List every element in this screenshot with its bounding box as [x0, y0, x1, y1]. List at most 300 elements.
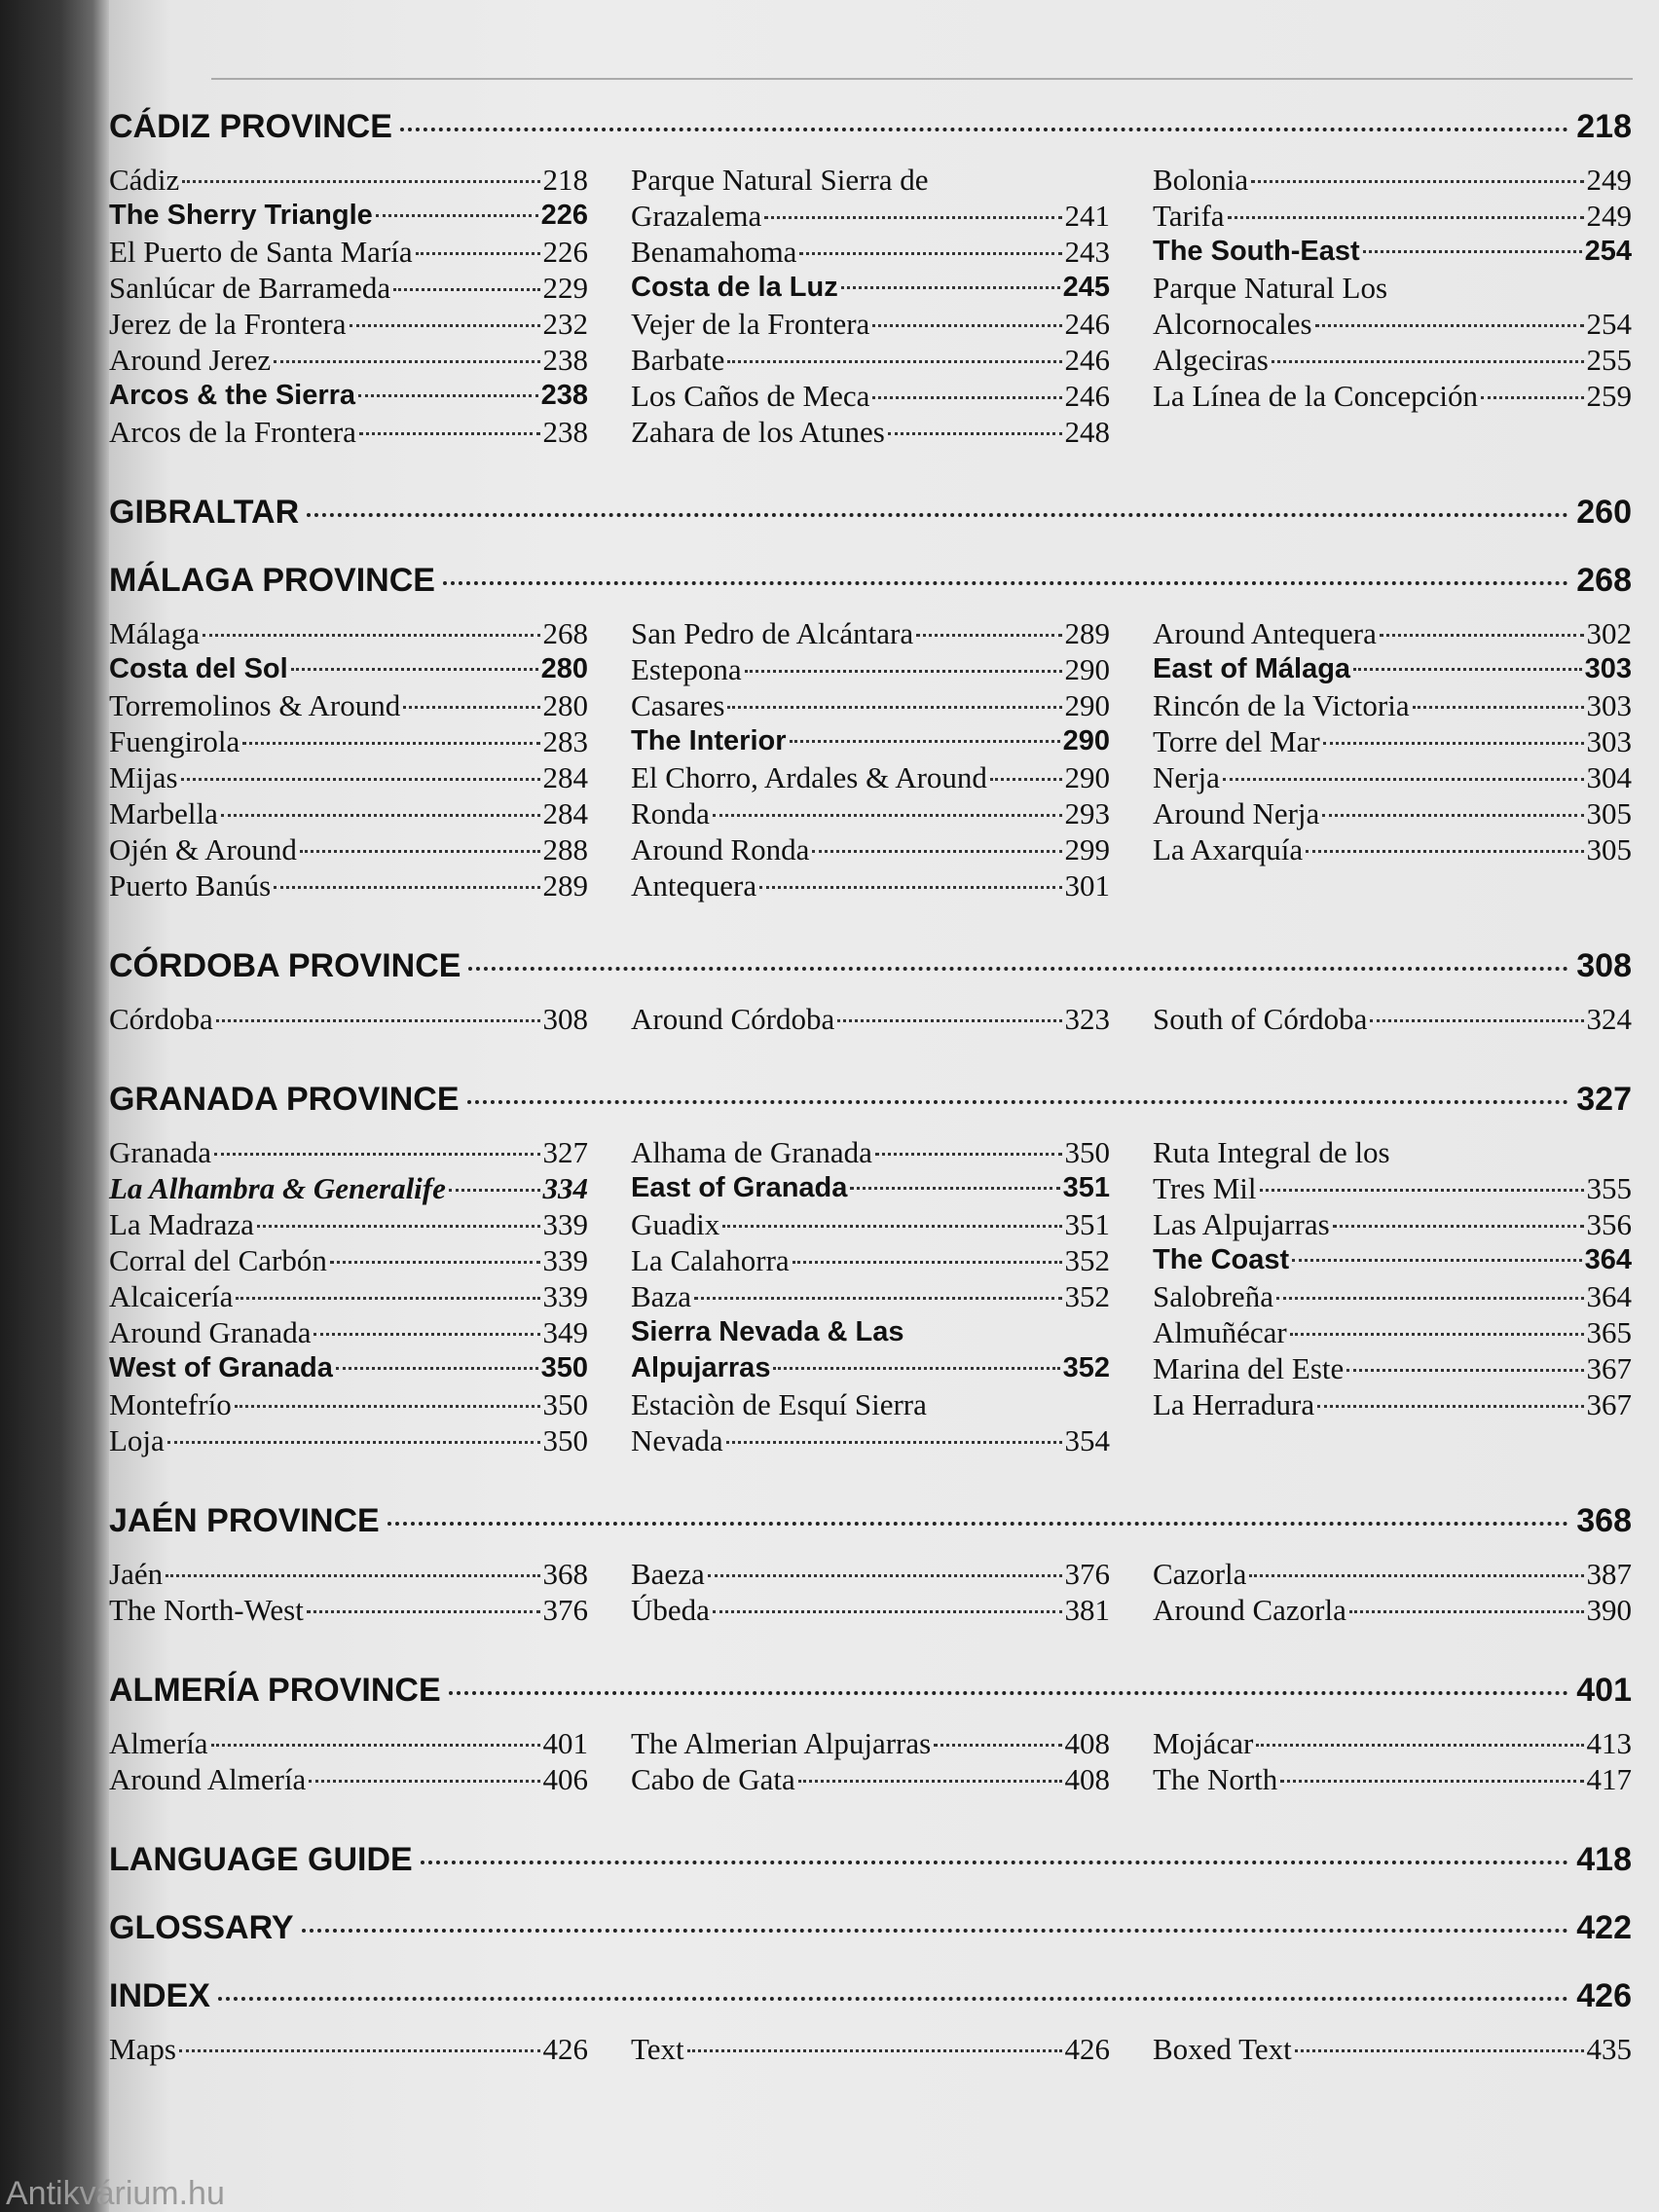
- dot-leader: [790, 740, 1060, 743]
- toc-entry[interactable]: [109, 759, 588, 795]
- dot-leader: [850, 1187, 1059, 1190]
- entry-title: Ruta Integral de los: [1153, 1135, 1390, 1169]
- dot-leader: [837, 1019, 1061, 1022]
- entry-title: South of Córdoba: [1153, 1002, 1368, 1036]
- table-of-contents: [109, 105, 1632, 2067]
- toc-entry[interactable]: [631, 1206, 1110, 1242]
- toc-entry[interactable]: [631, 867, 1110, 903]
- dot-leader: [713, 1610, 1062, 1613]
- dot-leader: [888, 432, 1062, 435]
- toc-entry[interactable]: [109, 723, 588, 759]
- entry-title: Around Antequera: [1153, 616, 1377, 650]
- toc-entry[interactable]: [1153, 651, 1632, 687]
- entry-page-number: 356: [1586, 1207, 1632, 1241]
- dot-leader: [257, 1225, 540, 1228]
- entry-page-number: 293: [1064, 796, 1110, 830]
- entry-title: Baza: [631, 1279, 691, 1313]
- dot-leader: [307, 513, 1568, 517]
- toc-entry[interactable]: [631, 1556, 1110, 1592]
- section-heading[interactable]: [109, 1499, 1632, 1542]
- entry-page-number: 305: [1586, 796, 1632, 830]
- entry-page-number: 324: [1586, 1002, 1632, 1036]
- entry-title: Parque Natural Sierra de: [631, 163, 929, 197]
- toc-entry[interactable]: [109, 1592, 588, 1628]
- dot-leader: [274, 360, 539, 363]
- toc-entry[interactable]: [1153, 831, 1632, 867]
- toc-entry[interactable]: [109, 162, 588, 198]
- toc-entry[interactable]: [631, 1314, 1110, 1350]
- entry-columns: [109, 1134, 1632, 1458]
- toc-entry[interactable]: [631, 1278, 1110, 1314]
- toc-entry[interactable]: [1153, 1206, 1632, 1242]
- toc-entry[interactable]: [1153, 1001, 1632, 1037]
- entry-title: Granada: [109, 1135, 211, 1169]
- dot-leader: [812, 850, 1061, 853]
- toc-entry[interactable]: [1153, 306, 1632, 342]
- entry-title: Jaén: [109, 1557, 164, 1591]
- entry-title: Tarifa: [1153, 199, 1225, 233]
- dot-leader: [274, 886, 539, 889]
- entry-column: [1153, 1001, 1632, 1037]
- toc-entry[interactable]: [631, 1242, 1110, 1278]
- entry-page-number: 367: [1586, 1387, 1632, 1421]
- dot-leader: [1306, 850, 1583, 853]
- toc-entry[interactable]: [109, 1170, 588, 1206]
- toc-entry[interactable]: [1153, 615, 1632, 651]
- section-page-number: 308: [1576, 947, 1632, 984]
- entry-column: [1153, 1556, 1632, 1628]
- toc-entry[interactable]: [1153, 1350, 1632, 1386]
- entry-page-number: 290: [1064, 760, 1110, 794]
- entry-page-number: 368: [542, 1557, 588, 1591]
- entry-page-number: 305: [1586, 832, 1632, 866]
- toc-entry[interactable]: [1153, 198, 1632, 234]
- entry-title: Arcos & the Sierra: [109, 380, 356, 411]
- entry-page-number: 381: [1064, 1593, 1110, 1627]
- section-heading[interactable]: [109, 491, 1632, 534]
- toc-entry[interactable]: [631, 1422, 1110, 1458]
- entry-title: Ronda: [631, 796, 710, 830]
- toc-entry[interactable]: [631, 1592, 1110, 1628]
- entry-title: The Interior: [631, 725, 787, 756]
- dot-leader: [403, 706, 539, 709]
- toc-entry[interactable]: [631, 651, 1110, 687]
- entry-title: Parque Natural Los: [1153, 271, 1388, 305]
- toc-entry[interactable]: [631, 306, 1110, 342]
- section-page-number: 422: [1576, 1909, 1632, 1946]
- entry-title: The Coast: [1153, 1244, 1290, 1275]
- dot-leader: [1251, 180, 1583, 183]
- toc-entry[interactable]: [631, 687, 1110, 723]
- entry-title: Jerez de la Frontera: [109, 307, 347, 341]
- entry-page-number: 246: [1064, 343, 1110, 377]
- entry-title: Nevada: [631, 1423, 723, 1457]
- entry-columns: [109, 1725, 1632, 1797]
- toc-entry[interactable]: [1153, 1314, 1632, 1350]
- entry-title: Córdoba: [109, 1002, 213, 1036]
- toc-entry[interactable]: [109, 867, 588, 903]
- entry-title: Sierra Nevada & Las: [631, 1316, 904, 1347]
- entry-page-number: 290: [1064, 688, 1110, 722]
- toc-entry[interactable]: [631, 1170, 1110, 1206]
- entry-page-number: 259: [1586, 379, 1632, 413]
- entry-title: Maps: [109, 2032, 176, 2066]
- entry-title: Los Caños de Meca: [631, 379, 870, 413]
- entry-title: Corral del Carbón: [109, 1243, 327, 1277]
- entry-title: Around Ronda: [631, 832, 810, 866]
- section-title: ALMERÍA PROVINCE: [109, 1672, 441, 1709]
- toc-entry[interactable]: [1153, 1170, 1632, 1206]
- section-heading[interactable]: [109, 105, 1632, 148]
- toc-entry[interactable]: [109, 1422, 588, 1458]
- entry-page-number: 226: [540, 200, 588, 231]
- entry-column: [1153, 2031, 1632, 2067]
- entry-title: The North: [1153, 1762, 1278, 1796]
- dot-leader: [468, 967, 1568, 971]
- entry-page-number: 289: [1064, 616, 1110, 650]
- dot-leader: [400, 128, 1568, 131]
- toc-entry[interactable]: [109, 1242, 588, 1278]
- entry-columns: [109, 2031, 1632, 2067]
- toc-entry[interactable]: [631, 162, 1110, 198]
- toc-entry[interactable]: [109, 1134, 588, 1170]
- entry-title: Costa del Sol: [109, 653, 288, 684]
- entry-page-number: 245: [1062, 272, 1110, 303]
- toc-section: [109, 491, 1632, 534]
- entry-page-number: 390: [1586, 1593, 1632, 1627]
- section-heading[interactable]: [109, 1078, 1632, 1121]
- toc-entry[interactable]: [109, 1725, 588, 1761]
- toc-entry[interactable]: [631, 795, 1110, 831]
- entry-column: [631, 1001, 1110, 1037]
- entry-title: Around Almería: [109, 1762, 307, 1796]
- entry-title: La Calahorra: [631, 1243, 790, 1277]
- dot-leader: [358, 394, 538, 397]
- entry-title: Around Granada: [109, 1315, 312, 1349]
- entry-title: Puerto Banús: [109, 868, 272, 903]
- toc-entry[interactable]: [631, 234, 1110, 270]
- entry-page-number: 401: [542, 1726, 588, 1760]
- entry-page-number: 299: [1064, 832, 1110, 866]
- toc-section: [109, 1906, 1632, 1949]
- toc-entry[interactable]: [109, 1001, 588, 1037]
- dot-leader: [359, 432, 540, 435]
- toc-entry[interactable]: [109, 2031, 588, 2067]
- entry-title: Almuñécar: [1153, 1315, 1287, 1349]
- entry-title: Zahara de los Atunes: [631, 415, 885, 449]
- toc-entry[interactable]: [1153, 795, 1632, 831]
- toc-entry[interactable]: [631, 414, 1110, 450]
- toc-entry[interactable]: [1153, 1278, 1632, 1314]
- dot-leader: [336, 1367, 538, 1370]
- entry-page-number: 417: [1586, 1762, 1632, 1796]
- dot-leader: [722, 1225, 1061, 1228]
- toc-entry[interactable]: [109, 198, 588, 234]
- dot-leader: [916, 634, 1061, 637]
- entry-page-number: 323: [1064, 1002, 1110, 1036]
- top-rule: [211, 78, 1633, 80]
- entry-page-number: 351: [1062, 1172, 1110, 1203]
- section-page-number: 401: [1576, 1672, 1632, 1709]
- entry-column: [109, 2031, 588, 2067]
- entry-page-number: 352: [1064, 1279, 1110, 1313]
- toc-entry[interactable]: [109, 270, 588, 306]
- entry-title: East of Málaga: [1153, 653, 1351, 684]
- entry-page-number: 367: [1586, 1351, 1632, 1385]
- toc-entry[interactable]: [631, 270, 1110, 306]
- toc-entry[interactable]: [631, 378, 1110, 414]
- toc-entry[interactable]: [1153, 1556, 1632, 1592]
- toc-entry[interactable]: [109, 1556, 588, 1592]
- section-page-number: 426: [1576, 1977, 1632, 2014]
- entry-page-number: 249: [1586, 199, 1632, 233]
- dot-leader: [872, 396, 1061, 399]
- toc-entry[interactable]: [1153, 1134, 1632, 1170]
- dot-leader: [242, 742, 539, 745]
- section-title: JAÉN PROVINCE: [109, 1502, 380, 1539]
- section-title: INDEX: [109, 1977, 210, 2014]
- entry-title: El Puerto de Santa María: [109, 235, 413, 269]
- toc-entry[interactable]: [1153, 342, 1632, 378]
- dot-leader: [1256, 1744, 1583, 1747]
- entry-page-number: 246: [1064, 307, 1110, 341]
- dot-leader: [291, 668, 538, 671]
- toc-entry[interactable]: [109, 414, 588, 450]
- entry-title: Costa de la Luz: [631, 272, 838, 303]
- entry-title: Marbella: [109, 796, 218, 830]
- entry-title: Tres Mil: [1153, 1171, 1257, 1205]
- entry-title: Around Jerez: [109, 343, 272, 377]
- section-title: LANGUAGE GUIDE: [109, 1841, 413, 1878]
- dot-leader: [182, 180, 539, 183]
- toc-entry[interactable]: [1153, 162, 1632, 198]
- section-page-number: 368: [1576, 1502, 1632, 1539]
- toc-entry[interactable]: [631, 1386, 1110, 1422]
- entry-page-number: 290: [1064, 652, 1110, 686]
- entry-title: Cazorla: [1153, 1557, 1247, 1591]
- toc-entry[interactable]: [109, 615, 588, 651]
- toc-entry[interactable]: [109, 831, 588, 867]
- dot-leader: [393, 288, 539, 291]
- entry-title: East of Granada: [631, 1172, 848, 1203]
- toc-entry[interactable]: [109, 1206, 588, 1242]
- dot-leader: [841, 286, 1060, 289]
- entry-title: Algeciras: [1153, 343, 1269, 377]
- entry-page-number: 304: [1586, 760, 1632, 794]
- entry-columns: [109, 1001, 1632, 1037]
- dot-leader: [309, 1780, 539, 1783]
- toc-entry[interactable]: [109, 1278, 588, 1314]
- entry-page-number: 246: [1064, 379, 1110, 413]
- entry-title: San Pedro de Alcántara: [631, 616, 914, 650]
- entry-title: Loja: [109, 1423, 165, 1457]
- entry-title: Mojácar: [1153, 1726, 1254, 1760]
- dot-leader: [1349, 1610, 1584, 1613]
- section-heading[interactable]: [109, 1669, 1632, 1712]
- entry-title: Marina del Este: [1153, 1351, 1345, 1385]
- toc-entry[interactable]: [109, 1314, 588, 1350]
- toc-entry[interactable]: [109, 795, 588, 831]
- dot-leader: [1413, 706, 1584, 709]
- entry-column: [631, 1134, 1110, 1458]
- dot-leader: [1223, 778, 1584, 781]
- entry-page-number: 364: [1586, 1279, 1632, 1313]
- toc-entry[interactable]: [631, 1725, 1110, 1761]
- section-page-number: 218: [1576, 108, 1632, 145]
- entry-page-number: 350: [542, 1423, 588, 1457]
- entry-column: [631, 2031, 1110, 2067]
- toc-entry[interactable]: [631, 831, 1110, 867]
- toc-entry[interactable]: [1153, 1725, 1632, 1761]
- toc-entry[interactable]: [1153, 687, 1632, 723]
- section-page-number: 327: [1576, 1081, 1632, 1118]
- entry-column: [631, 162, 1110, 450]
- toc-entry[interactable]: [109, 651, 588, 687]
- dot-leader: [313, 1333, 539, 1336]
- section-page-number: 418: [1576, 1841, 1632, 1878]
- toc-entry[interactable]: [1153, 723, 1632, 759]
- toc-entry[interactable]: [631, 615, 1110, 651]
- entry-page-number: 289: [542, 868, 588, 903]
- toc-entry[interactable]: [1153, 1592, 1632, 1628]
- entry-title: The Almerian Alpujarras: [631, 1726, 932, 1760]
- section-heading[interactable]: [109, 1906, 1632, 1949]
- entry-page-number: 280: [540, 653, 588, 684]
- section-heading[interactable]: [109, 1838, 1632, 1881]
- toc-entry[interactable]: [1153, 1761, 1632, 1797]
- dot-leader: [467, 1100, 1569, 1104]
- entry-page-number: 303: [1586, 724, 1632, 758]
- dot-leader: [1280, 1780, 1583, 1783]
- entry-title: Rincón de la Victoria: [1153, 688, 1410, 722]
- toc-section: [109, 1078, 1632, 1458]
- entry-page-number: 376: [542, 1593, 588, 1627]
- toc-entry[interactable]: [631, 1134, 1110, 1170]
- entry-page-number: 243: [1064, 235, 1110, 269]
- entry-title: Grazalema: [631, 199, 762, 233]
- entry-page-number: 238: [542, 343, 588, 377]
- toc-entry[interactable]: [631, 198, 1110, 234]
- entry-page-number: 232: [542, 307, 588, 341]
- section-heading[interactable]: [109, 559, 1632, 602]
- entry-page-number: 303: [1586, 688, 1632, 722]
- toc-entry[interactable]: [1153, 234, 1632, 270]
- entry-page-number: 284: [542, 760, 588, 794]
- entry-page-number: 218: [542, 163, 588, 197]
- entry-page-number: 301: [1064, 868, 1110, 903]
- entry-page-number: 248: [1064, 415, 1110, 449]
- toc-entry[interactable]: [109, 306, 588, 342]
- entry-title: Torremolinos & Around: [109, 688, 401, 722]
- dot-leader: [387, 1522, 1569, 1526]
- dot-leader: [1292, 1259, 1581, 1262]
- entry-page-number: 288: [542, 832, 588, 866]
- toc-entry[interactable]: [631, 1350, 1110, 1386]
- entry-page-number: 350: [1064, 1135, 1110, 1169]
- section-title: CÁDIZ PROVINCE: [109, 108, 392, 145]
- toc-entry[interactable]: [631, 723, 1110, 759]
- entry-page-number: 238: [542, 415, 588, 449]
- entry-page-number: 280: [542, 688, 588, 722]
- dot-leader: [216, 1019, 540, 1022]
- entry-title: Nerja: [1153, 760, 1220, 794]
- entry-page-number: 254: [1584, 236, 1632, 267]
- entry-column: [1153, 615, 1632, 903]
- entry-title: El Chorro, Ardales & Around: [631, 760, 987, 794]
- toc-entry[interactable]: [1153, 1242, 1632, 1278]
- entry-column: [109, 1556, 588, 1628]
- toc-entry[interactable]: [109, 1386, 588, 1422]
- entry-page-number: 238: [540, 380, 588, 411]
- toc-entry[interactable]: [1153, 759, 1632, 795]
- toc-entry[interactable]: [1153, 270, 1632, 306]
- entry-page-number: 339: [542, 1243, 588, 1277]
- entry-title: Around Córdoba: [631, 1002, 835, 1036]
- entry-title: Cádiz: [109, 163, 180, 197]
- toc-entry[interactable]: [631, 1001, 1110, 1037]
- toc-entry[interactable]: [631, 2031, 1110, 2067]
- entry-title: West of Granada: [109, 1352, 333, 1383]
- entry-column: [109, 1725, 588, 1797]
- entry-title: Benamahoma: [631, 235, 797, 269]
- toc-entry[interactable]: [109, 234, 588, 270]
- section-heading[interactable]: [109, 1974, 1632, 2017]
- entry-page-number: 308: [542, 1002, 588, 1036]
- toc-entry[interactable]: [109, 342, 588, 378]
- toc-entry[interactable]: [1153, 378, 1632, 414]
- dot-leader: [236, 1297, 539, 1300]
- toc-entry[interactable]: [109, 1761, 588, 1797]
- entry-page-number: 302: [1586, 616, 1632, 650]
- entry-title: Guadix: [631, 1207, 720, 1241]
- toc-entry[interactable]: [1153, 2031, 1632, 2067]
- toc-entry[interactable]: [631, 342, 1110, 378]
- section-title: CÓRDOBA PROVINCE: [109, 947, 461, 984]
- entry-title: La Axarquía: [1153, 832, 1304, 866]
- entry-page-number: 408: [1064, 1726, 1110, 1760]
- entry-title: Cabo de Gata: [631, 1762, 795, 1796]
- toc-entry[interactable]: [109, 378, 588, 414]
- entry-title: Estepona: [631, 652, 742, 686]
- toc-entry[interactable]: [109, 1350, 588, 1386]
- entry-title: The North-West: [109, 1593, 304, 1627]
- entry-column: [109, 615, 588, 903]
- dot-leader: [934, 1744, 1061, 1747]
- dot-leader: [872, 324, 1061, 327]
- entry-column: [631, 1556, 1110, 1628]
- dot-leader: [759, 886, 1061, 889]
- entry-page-number: 426: [542, 2032, 588, 2066]
- entry-page-number: 226: [542, 235, 588, 269]
- section-heading[interactable]: [109, 944, 1632, 987]
- entry-title: Barbate: [631, 343, 725, 377]
- entry-title: Ojén & Around: [109, 832, 297, 866]
- entry-page-number: 255: [1586, 343, 1632, 377]
- dot-leader: [1323, 742, 1584, 745]
- dot-leader: [727, 706, 1061, 709]
- toc-entry[interactable]: [631, 759, 1110, 795]
- dot-leader: [1353, 668, 1582, 671]
- entry-title: Sanlúcar de Barrameda: [109, 271, 391, 305]
- toc-entry[interactable]: [109, 687, 588, 723]
- dot-leader: [214, 1153, 540, 1156]
- dot-leader: [1322, 814, 1583, 817]
- toc-section: [109, 1838, 1632, 1881]
- toc-entry[interactable]: [1153, 1386, 1632, 1422]
- toc-entry[interactable]: [631, 1761, 1110, 1797]
- dot-leader: [421, 1861, 1569, 1864]
- entry-title: La Herradura: [1153, 1387, 1315, 1421]
